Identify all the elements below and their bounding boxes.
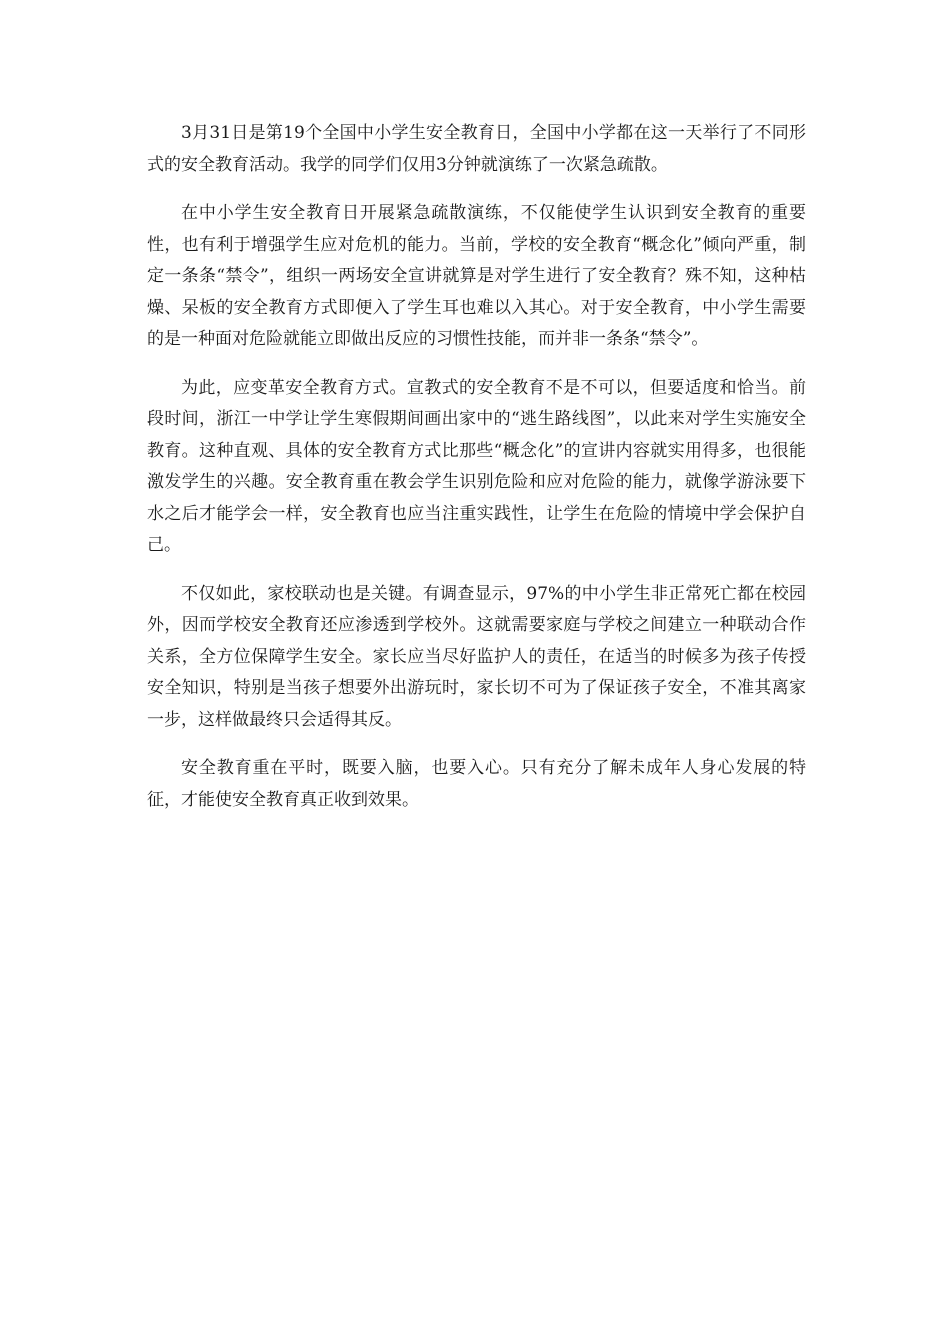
paragraph-5: 安全教育重在平时，既要入脑，也要入心。只有充分了解未成年人身心发展的特征，才能使安全教育真正收到效果。 — [147, 758, 806, 810]
paragraph-1: 3月31日是第19个全国中小学生安全教育日，全国中小学都在这一天举行了不同形式的安全教育活动。我学的同学们仅用3分钟就演练了一次紧急疏散。 — [147, 123, 806, 175]
article-body — [147, 118, 806, 833]
paragraph-3: 为此，应变革安全教育方式。宣教式的安全教育不是不可以，但要适度和恰当。前段时间，浙江一中学让学生寒假期间画出家中的“逃生路线图”，以此来对学生实施安全教育。这种直观、具体的安全教育方式比那些“概念化”的宣讲内容就实用得多，也很能激发学生的兴趣。安全教育重在教会学生识别危险和应对危险的能力，就像学游泳要下水之后才能学会一样，安全教育也应当注重实践性，让学生在危险的情境中学会保护自己。 — [147, 377, 806, 555]
paragraph-4: 不仅如此，家校联动也是关键。有调查显示，97%的中小学生非正常死亡都在校园外，因而学校安全教育还应渗透到学校外。这就需要家庭与学校之间建立一种联动合作关系，全方位保障学生安全。家长应当尽好监护人的责任，在适当的时候多为孩子传授安全知识，特别是当孩子想要外出游玩时，家长切不可为了保证孩子安全，不准其离家一步，这样做最终只会适得其反。 — [147, 583, 806, 730]
paragraph-2: 在中小学生安全教育日开展紧急疏散演练，不仅能使学生认识到安全教育的重要性，也有利于增强学生应对危机的能力。当前，学校的安全教育“概念化”倾向严重，制定一条条“禁令”，组织一两场安全宣讲就算是对学生进行了安全教育？殊不知，这种枯燥、呆板的安全教育方式即便入了学生耳也难以入其心。对于安全教育，中小学生需要的是一种面对危险就能立即做出反应的习惯性技能，而并非一条条“禁令”。 — [147, 203, 806, 349]
